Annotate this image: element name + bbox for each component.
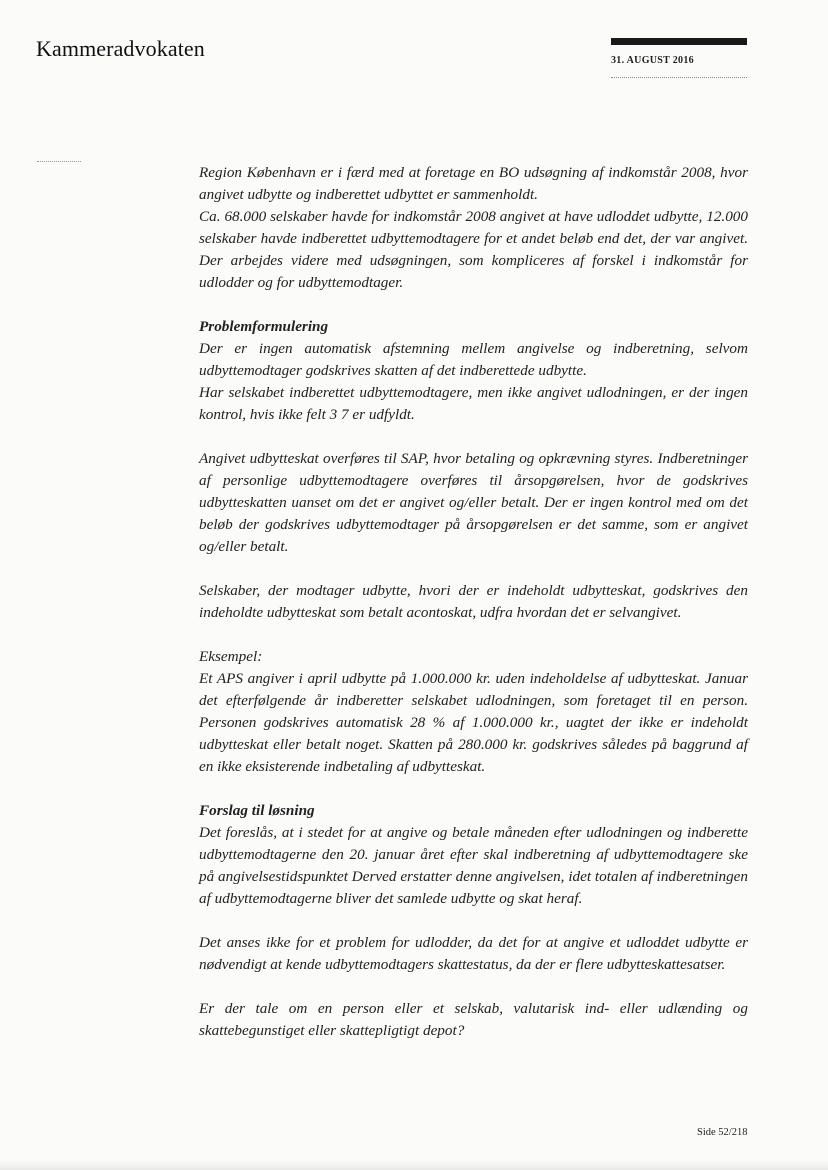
example-paragraph: Et APS angiver i april udbytte på 1.000.000 kr. uden indeholdelse af udbytteskat. Januar det efterfølgende år indberetter selskabet udlodningen, som foretaget til en person. Personen godskrives automatisk 28 % af 1.000.000 kr., uagtet der ikke er indeholdt udbytteskat eller betalt noget. Skatten på 280.000 kr. godskrives således på baggrund af en ikke eksisterende indbetaling af udbytteskat. <box>199 670 748 775</box>
example-label: Eksempel: <box>199 648 263 665</box>
problem-paragraph-4: Selskaber, der modtager udbytte, hvori der er indeholdt udbytteskat, godskrives den indeholdte udbytteskat som betalt acontoskat, udfra hvordan det er selvangivet. <box>199 582 748 621</box>
solution-paragraph-2: Det anses ikke for et problem for udlodder, da det for at angive et udloddet udbytte er nødvendigt at kende udbyttemodtagers skattestatus, da der er flere udbytteskattesatser. <box>199 934 748 973</box>
solution-heading: Forslag til løsning <box>199 802 315 819</box>
header-bar <box>611 38 747 45</box>
scan-edge <box>0 1160 828 1170</box>
problem-paragraph-3: Angivet udbytteskat overføres til SAP, hvor betaling og opkrævning styres. Indberetninger af personlige udbyttemodtagere overføres til årsopgørelsen, hvor de godskrives udbytteskatten uanset om det er angivet og/eller betalt. Der er ingen kontrol med om det beløb der godskrives udbyttemodtager på årsopgørelsen er det samme, som er angivet og/eller betalt. <box>199 450 748 555</box>
intro-paragraph-1: Region København er i færd med at foretage en BO udsøgning af indkomstår 2008, hvor angivet udbytte og indberettet udbyttet er sammenholdt. <box>199 164 748 203</box>
problem-paragraph-2: Har selskabet indberettet udbyttemodtagere, men ikke angivet udlodningen, er der ingen kontrol, hvis ikke felt 3 7 er udfyldt. <box>199 384 748 423</box>
document-date: 31. AUGUST 2016 <box>611 55 694 66</box>
intro-paragraph-2: Ca. 68.000 selskaber havde for indkomstår 2008 angivet at have udloddet udbytte, 12.000 selskaber havde indberettet udbyttemodtagere for et andet beløb end det, der var angivet. Der arbejdes videre med udsøgningen, som kompliceres af forskel i indkomstår for udlodder og for udbyttemodtager. <box>199 208 748 291</box>
margin-divider <box>37 161 81 162</box>
document-body <box>199 162 748 1042</box>
solution-paragraph-3: Er der tale om en person eller et selskab, valutarisk ind- eller udlænding og skattebegunstiget eller skattepligtigt depot? <box>199 1000 748 1039</box>
date-divider <box>611 77 747 78</box>
page-number: Side 52/218 <box>697 1127 748 1138</box>
solution-paragraph-1: Det foreslås, at i stedet for at angive og betale måneden efter udlodningen og indberette udbyttemodtagerne den 20. januar året efter skal indberetning af udbyttemodtagere ske på angivelsestidspunktet Derved erstatter denne angivelsen, idet totalen af indberetningen af udbyttemodtagerne bliver det samlede udbytte og skat heraf. <box>199 824 748 907</box>
brand-title: Kammeradvokaten <box>36 36 205 61</box>
problem-heading: Problemformulering <box>199 318 329 335</box>
problem-paragraph-1: Der er ingen automatisk afstemning mellem angivelse og indberetning, selvom udbyttemodtager godskrives skatten af det indberettede udbytte. <box>199 340 748 379</box>
